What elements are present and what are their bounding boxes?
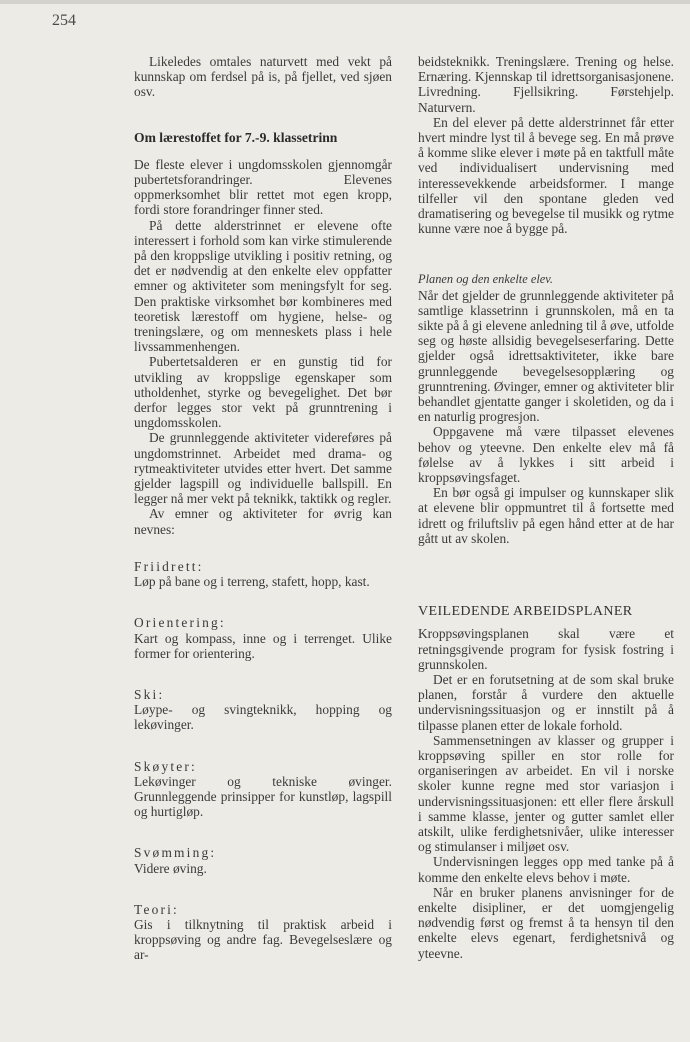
body-paragraph: Det er en forutsetning at de som skal bruke planen, forstår å vurdere den aktuelle undervisningssituasjon og er innstilt på å tilpasse planen etter de lokale forhold. [418, 671, 674, 733]
body-paragraph: Sammensetningen av klasser og grupper i kroppsøving spiller en stor rolle for organiseringen av arbeidet. En vil i norske skoler kunne regne med stor variasjon i undervisningssituasjonen: ett eller flere årskull i samme klasse, jenter og gutter samlet eller atskilt, ulike ferdighetsnivåer, ulike interesser og stimulanser i miljøet osv. [418, 732, 674, 855]
page-number: 254 [52, 12, 76, 29]
body-paragraph: Undervisningen legges opp med tanke på å komme den enkelte elevs behov i møte. [418, 854, 674, 885]
body-paragraph: På dette alderstrinnet er elevene ofte interessert i forhold som kan virke stimulerende på den kroppslige utvikling i positiv retning, og det er nødvendig at den enkelte elev oppfatter emner og aktiviteter som meningsfylt for seg. Den praktiske virksomhet bør kombineres med teoretisk lærestoff om hygiene, helse- og treningslære, og om menneskets plass i hele livssammenhengen. [134, 217, 392, 355]
sport-title-friidrett: Friidrett: [134, 558, 204, 574]
left-column [134, 54, 392, 963]
body-paragraph: De grunnleggende aktiviteter videreføres på ungdomstrinnet. Arbeidet med drama- og rytmeaktiviteter utvides etter hvert. Det samme gjelder lagspill og individuelle ballspill. En legger nå mer vekt på teknikk, taktikk og regler. [134, 430, 392, 507]
body-paragraph: Pubertetsalderen er en gunstig tid for utvikling av kroppslige egenskaper som utholdenhet, styrke og bevegelighet. Det bør derfor legges stor vekt på grunntrening i ungdomsskolen. [134, 354, 392, 431]
body-paragraph: En bør også gi impulser og kunnskaper slik at elevene blir oppmuntret til å fortsette med idrett og friluftsliv på egen hånd etter at de har gått ut av skolen. [418, 485, 674, 546]
sport-title-orientering: Orientering: [134, 615, 226, 631]
sport-text-ski: Løype- og svingteknikk, hopping og lekøvinger. [134, 702, 392, 733]
sport-text-svomming: Videre øving. [134, 860, 207, 876]
body-paragraph: Av emner og aktiviteter for øvrig kan nevnes: [134, 506, 392, 537]
sport-title-svomming: Svømming: [134, 845, 217, 861]
intro-paragraph: Likeledes omtales naturvett med vekt på kunnskap om ferdsel på is, på fjellet, ved sjøen osv. [134, 54, 392, 100]
subheading-plan-and-student: Planen og den enkelte elev. [418, 272, 553, 287]
body-paragraph: Når en bruker planens anvisninger for de enkelte disipliner, er det uomgjengelig nødvendig først og fremst å ta hensyn til den enkelte elevs egenart, ferdighetsnivå og yteevne. [418, 884, 674, 961]
body-paragraph: Oppgavene må være tilpasset elevenes behov og yteevne. Den enkelte elev må få følelse av å lykkes i sitt arbeid i kroppsøvingsfaget. [418, 424, 674, 486]
body-paragraph: Når det gjelder de grunnleggende aktiviteter på samtlige klassetrinn i grunnskolen, må en ta sikte på å gi elevene anledning til å øve, utfolde seg og høste allsidig bevegelseserfaring. Dette gjelder også idrettsaktiviteter, ikke bare grunnleggende bevegelsesopplæring og grunntrening. Øvinger, emner og aktiviteter blir behandlet gjentatte ganger i skoletiden, og da i en naturlig progresjon. [418, 287, 674, 425]
right-column [418, 54, 674, 961]
page-top-edge [0, 0, 690, 4]
section-heading-work-plans: VEILEDENDE ARBEIDSPLANER [418, 604, 633, 620]
sport-text-teori: Gis i tilknytning til praktisk arbeid i kroppsøving og andre fag. Bevegelseslære og ar- [134, 916, 392, 963]
sport-title-ski: Ski: [134, 686, 165, 702]
body-paragraph: De fleste elever i ungdomsskolen gjennomgår pubertetsforandringer. Elevenes oppmerksomhet blir rettet mot egen kropp, fordi store forandringer finner sted. [134, 156, 392, 218]
section-heading-grades-7-9: Om lærestoffet for 7.-9. klassetrinn [134, 129, 338, 145]
sport-title-teori: Teori: [134, 901, 179, 917]
sport-text-orientering: Kart og kompass, inne og i terrenget. Ulike former for orientering. [134, 630, 392, 661]
sport-text-friidrett: Løp på bane og i terreng, stafett, hopp, kast. [134, 574, 370, 590]
body-paragraph: En del elever på dette alderstrinnet får etter hvert mindre lyst til å bevege seg. En må prøve å komme slike elever i møte på en taktfull måte ved individualisert undervisning med interessevekkende arbeidsformer. I mange tilfeller vil den spontane gleden ved dramatisering og bevegelse til musikk og rytme kunne være noe å bygge på. [418, 114, 674, 237]
sport-text-skoyter: Lekøvinger og tekniske øvinger. Grunnleggende prinsipper for kunstløp, lagspill og hurtigløp. [134, 773, 392, 820]
body-paragraph: Kroppsøvingsplanen skal være et retningsgivende program for fysisk fostring i grunnskolen. [418, 626, 674, 672]
continuation-paragraph: beidsteknikk. Treningslære. Trening og helse. Ernæring. Kjennskap til idrettsorganisasjonene. Livredning. Fjellsikring. Førstehjelp. Naturvern. [418, 54, 674, 115]
sport-title-skoyter: Skøyter: [134, 758, 197, 774]
